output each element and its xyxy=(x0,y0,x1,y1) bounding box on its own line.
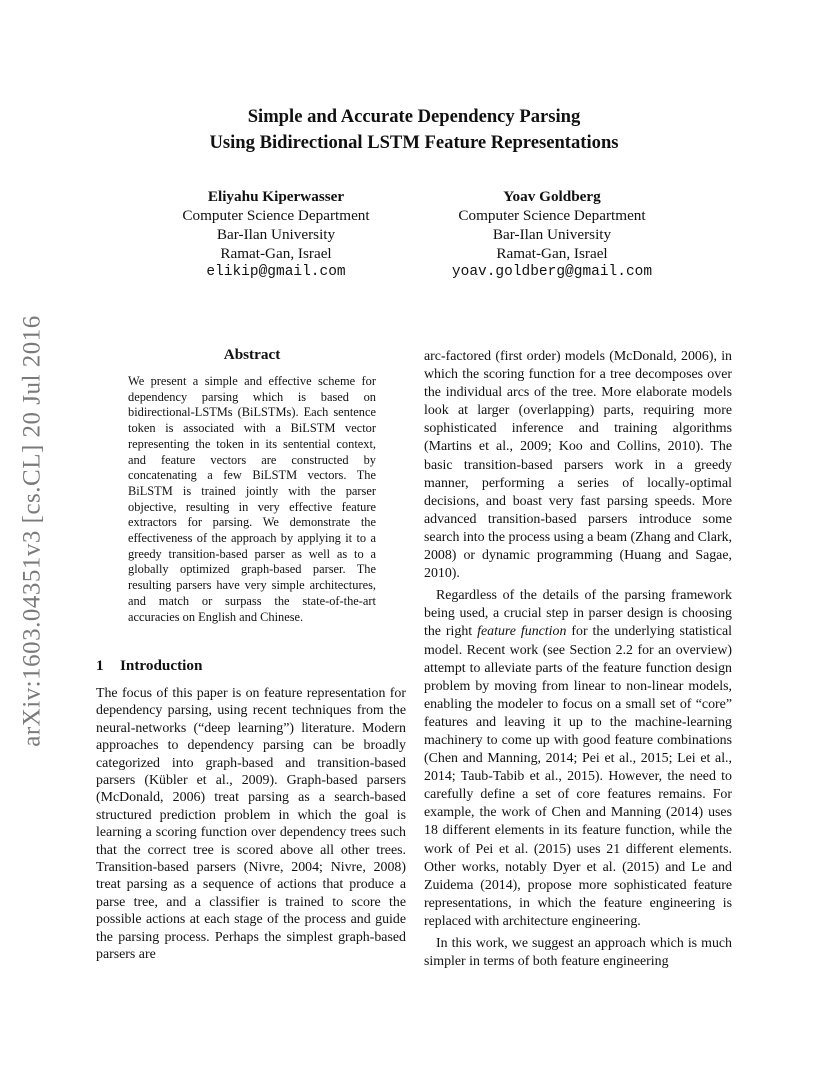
paragraph-text: Regardless of the details of the parsing framework being used, a crucial step in parser design is choosing the right xyxy=(424,588,732,640)
author-city: Ramat-Gan, Israel xyxy=(496,245,608,262)
author-block-2 xyxy=(422,187,682,282)
body-paragraph: In this work, we suggest an approach which is much simpler in terms of both feature engineering xyxy=(424,936,732,970)
section-title: Introduction xyxy=(120,657,203,674)
right-column-body xyxy=(424,348,732,971)
author-block-1 xyxy=(166,187,386,282)
author-department: Computer Science Department xyxy=(458,207,646,224)
body-paragraph: The focus of this paper is on feature representation for dependency parsing, using recent techniques from the neural-networks (“deep learning”) literature. Modern approaches to dependency parsing can be broadly categorized into graph-based and transition-based parsers (Kübler et al., 2009). Graph-based parsers (McDonald, 2006) treat parsing as a search-based structured prediction problem in which the goal is learning a scoring function over dependency trees such that the correct tree is scored above all other trees. Transition-based parsers (Nivre, 2004; Nivre, 2008) treat parsing as a sequence of actions that produce a parse tree, and a classifier is trained to score the possible actions at each stage of the process and guide the parsing process. Perhaps the simplest graph-based parsers are xyxy=(96,686,406,963)
author-name: Yoav Goldberg xyxy=(503,188,601,205)
author-university: Bar-Ilan University xyxy=(216,226,336,243)
author-name: Eliyahu Kiperwasser xyxy=(207,188,345,205)
paragraph-text: for the underlying statistical model. Recent work (see Section 2.2 for an overview) attempt to alleviate parts of the feature function design problem by moving from linear to non-linear models, enabling the modeler to focus on a small set of “core” features and leaving it up to the machine-learning machinery to come up with good feature combinations (Chen and Manning, 2014; Pei et al., 2015; Lei et al., 2014; Taub-Tabib et al., 2015). However, the need to carefully define a set of core features remains. For example, the work of Chen and Manning (2014) uses 18 different elements in its feature function, while the work of Pei et al. (2015) uses 21 different elements. Other works, notably Dyer et al. (2015) and Le and Zuidema (2014), propose more sophisticated feature representations, in which the feature engineering is replaced with architecture engineering. xyxy=(424,624,733,929)
paper-title-line-1: Simple and Accurate Dependency Parsing xyxy=(247,106,581,127)
abstract-paragraph: We present a simple and effective scheme for dependency parsing which is based on bidirectional-LSTMs (BiLSTMs). Each sentence token is associated with a BiLSTM vector representing the token in its sentential context, and feature vectors are constructed by concatenating a few BiLSTM vectors. The BiLSTM is trained jointly with the parser objective, resulting in very effective feature extractors for parsing. We demonstrate the effectiveness of the approach by applying it to a greedy transition-based parser as well as to a globally optimized graph-based parser. The resulting parsers have very simple architectures, and match or surpass the state-of-the-art accuracies on English and Chinese. xyxy=(128,374,376,624)
emphasized-term: feature function xyxy=(477,624,567,640)
author-email: yoav.goldberg@gmail.com xyxy=(451,264,653,280)
section-heading xyxy=(96,657,202,675)
body-paragraph xyxy=(424,587,732,931)
body-paragraph: arc-factored (first order) models (McDonald, 2006), in which the scoring function for a tree decomposes over the individual arcs of the tree. More elaborate models look at larger (overlapping) parts, requiring more sophisticated inference and training algorithms (Martins et al., 2009; Koo and Collins, 2010). The basic transition-based parsers work in a greedy manner, performing a series of locally-optimal decisions, and boast very fast parsing speeds. More advanced transition-based parsers introduce some search into the process using a beam (Zhang and Clark, 2008) or dynamic programming (Huang and Sagae, 2010). xyxy=(424,349,732,582)
abstract-text xyxy=(128,374,376,625)
left-column-body xyxy=(96,685,406,964)
author-city: Ramat-Gan, Israel xyxy=(220,245,332,262)
author-university: Bar-Ilan University xyxy=(492,226,612,243)
arxiv-stamp xyxy=(8,296,58,766)
paper-title-line-2: Using Bidirectional LSTM Feature Representations xyxy=(209,132,619,153)
arxiv-stamp-text: arXiv:1603.04351v3 [cs.CL] 20 Jul 2016 xyxy=(19,315,46,747)
author-department: Computer Science Department xyxy=(182,207,370,224)
abstract-heading: Abstract xyxy=(223,346,281,363)
section-number: 1 xyxy=(96,657,104,674)
author-email: elikip@gmail.com xyxy=(206,264,346,280)
paper-title xyxy=(0,104,828,156)
